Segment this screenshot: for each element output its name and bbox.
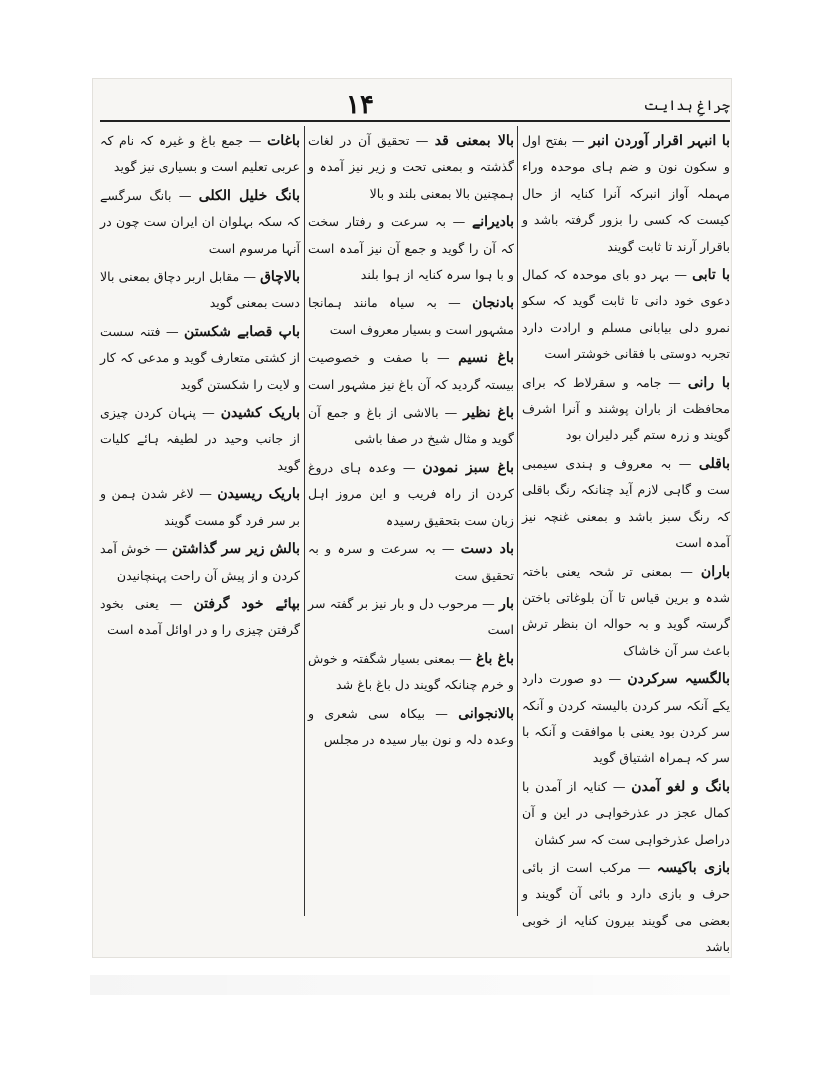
entry-gloss: — کنایہ از آمدن با کمال عجز در عذرخواہی در این و آن دراصل عذرخواہی ست کہ سر کشان [522,778,730,847]
entry-headword: بالاچاق [260,269,300,286]
entry-gloss: — مقابل اربر دچاق بمعنی بالا دست بمعنی گوید [100,269,300,311]
dictionary-entry [308,128,514,207]
dictionary-entry [522,666,730,772]
dictionary-entry [522,262,730,368]
dictionary-entry [308,345,514,398]
entry-headword: بادیرانے [471,214,514,231]
dictionary-entry [522,128,730,260]
entry-headword: باد دست [460,541,514,558]
dictionary-entry [100,264,300,317]
dictionary-entry [100,400,300,479]
entry-gloss: — بہ سرعت و سرہ و بہ تحقیق ست [308,541,514,583]
entry-headword: بار [499,595,514,612]
column-middle [308,128,514,908]
entry-gloss: — بہ معروف و ہندی سیمبی ست و گاہی لازم آید چنانکہ رنگ باقلی کہ رنگ سبز باشد و بمعنی غنچہ نیز آمدہ است [522,455,730,551]
dictionary-entry [308,646,514,699]
dictionary-entry [522,451,730,557]
dictionary-entry [308,455,514,534]
entry-headword: باغ باغ [475,650,514,667]
entry-gloss: — دو صورت دارد یکے آنکہ سر کردن بالیستہ کردن و آنکہ سر کردن بود یعنی با موافقت و آنکہ با سر کہ ہمراہ اشتیاق گوید [522,671,730,766]
entry-gloss: — بفتح اول و سکون نون و ضم ہای موحدہ وراء مہملہ آواز انبرکہ آنرا کنایہ از حال کیست کہ کسی را بزور گرفتہ باشد و باقرار آرند تا ثابت گویند [522,133,730,254]
entry-headword: بپائے خود گرفتن [193,595,300,612]
entry-gloss: — بہ سرعت و رفتار سخت کہ آن را گوید و جمع آن نیز آمدہ است و با ہوا سرہ کنایہ از ہوا بلند [308,214,514,283]
header-rule [100,120,730,122]
entry-gloss: — جامہ و سقرلاط کہ برای محافظت از باران پوشند و آنرا اشرف گویند و زرہ ستم گیر دلیران بود [522,374,730,443]
dictionary-entry [308,701,514,754]
column-left [100,128,300,908]
dictionary-entry [308,536,514,589]
entry-gloss: — مرکب است از بائی حرف و بازی دارد و بائی آن گویند و بعضی می گویند بیرون کنایہ از خوبی باشد [522,859,730,955]
entry-gloss: — بہر دو بای موحدہ کہ کمال دعوی خود دانی تا ثابت گوید کہ سکو نمرو دلی بیابانی مسلم و ارادت دارد تجربہ دوستی با فقانی خوشتر است [522,267,730,362]
entry-headword: بانگ خلیل الکلی [198,187,300,204]
dictionary-entry [308,400,514,453]
entry-gloss: — مرحوب دل و بار نیز بر گفتہ سر است [308,595,514,638]
entry-gloss: — بانگ سرگسے کہ سکہ بہلوان ان ایران ست چون در آنہا مرسوم است [100,187,300,256]
entry-gloss: — بمعنی بسیار شگفتہ و خوش و خرم چنانکہ گویند دل باغ باغ شد [308,650,514,693]
dictionary-entry [522,559,730,665]
dictionary-entry [522,774,730,853]
entry-gloss: — پنہان کردن چیزی از جانب وحید در لطیفہ ہائے کلیات گوید [100,405,300,473]
entry-gloss: — با صفت و خصوصیت بیستہ گردید کہ آن باغ نیز مشہور است [307,350,514,392]
entry-gloss: — بیکاہ سی شعری و وعدہ دلہ و نون بیار سیدہ در مجلس [308,705,514,747]
entry-headword: باران [700,563,730,580]
entry-headword: با انبہر اقرار آوردن انبر [589,133,730,149]
entry-gloss: — فتنہ سست از کشتی متعارف گوید و مدعی کہ کار و لایت را شکستن گوید [100,323,300,392]
column-divider [517,126,518,916]
entry-gloss: — بہ سیاہ مانند ہمانجا مشہور است و بسیار معروف است [308,295,514,337]
dictionary-entry [100,183,300,262]
entry-headword: بالا بمعنی قد [434,133,514,149]
entry-headword: باغ نظیر [463,405,514,422]
entry-headword: باغ سبز نمودن [422,459,514,476]
entry-gloss: — وعدہ ہای دروغ کردن از راہ فریب و این مروز اہل زبان ست بتحقیق رسیدہ [308,459,514,528]
entry-headword: باریک کشیدن [220,405,300,422]
entry-gloss: — یعنی بخود گرفتن چیزی را و در اوائل آمدہ است [100,595,300,638]
entry-headword: با تابی [692,267,730,284]
column-divider [304,126,305,916]
entry-gloss: — جمع باغ و غیرہ کہ نام کہ عربی تعلیم است و بسیاری نیز گوید [100,133,300,175]
entry-gloss: — خوش آمد کردن و از پیش آن راحت پہنچانیدن [100,541,300,583]
scan-edge [90,975,730,995]
dictionary-entry [100,481,300,534]
entry-headword: باغ نسیم [458,350,514,367]
entry-headword: با رانی [687,374,730,391]
entry-headword: بالانجوانی [458,705,514,722]
entry-headword: باپ قصابے شکستن [184,323,300,340]
dictionary-entry [308,209,514,288]
entry-headword: بادنجان [472,295,514,312]
page-number: ۱۴ [346,90,374,120]
entry-gloss: — بالاشی از باغ و جمع آن گوید و مثال شیخ در صفا باشی [308,405,514,447]
dictionary-entry [308,290,514,343]
entry-headword: بالگسیہ سرکردن [627,671,730,688]
running-head: چراغِ ہدایت [643,98,730,114]
entry-headword: بانگ و لغو آمدن [631,778,730,795]
dictionary-entry [100,128,300,181]
entry-headword: باریک ریسیدن [217,486,300,503]
dictionary-entry [100,536,300,589]
column-right [522,128,730,955]
entry-gloss: — بمعنی تر شحہ یعنی باختہ شدہ و برین قیاس تا آن بلوغاتی باختن گرستہ گوید و بہ حوالہ ان بنظر ترش باعث سر آن خاشاک [522,563,730,658]
dictionary-entry [100,591,300,644]
dictionary-entry [100,319,300,398]
entry-gloss: — لاغر شدن ہمن و بر سر فرد گو مست گویند [100,486,300,528]
dictionary-entry [308,591,514,644]
entry-headword: بالش زیر سر گذاشتن [171,541,300,558]
entry-gloss: — تحقیق آن در لغات گذشتہ و بمعنی تحت و زیر نیز آمدہ و ہمچنین بالا بمعنی بلند و بالا [308,133,514,201]
dictionary-entry [522,855,730,961]
dictionary-entry [522,370,730,449]
entry-headword: باقلی [698,455,730,472]
entry-headword: بازی باکیسہ [656,859,730,876]
entry-headword: باغات [267,133,300,149]
